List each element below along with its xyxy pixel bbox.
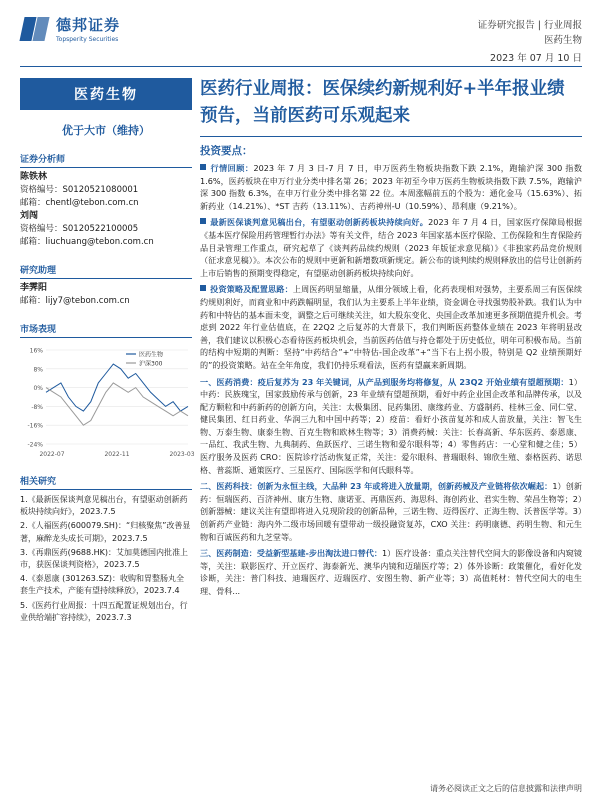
sector-badge: 医药生物 — [20, 78, 192, 110]
paragraph-lead: 行情回顾： — [210, 163, 254, 173]
chart-y-tick: 0% — [33, 385, 43, 393]
title-divider — [200, 136, 582, 137]
chart-x-tick: 2022-11 — [104, 451, 130, 458]
paragraph-consumption — [200, 376, 582, 477]
chart-y-tick: 8% — [33, 366, 43, 374]
chart-x-tick: 2023-03 — [169, 451, 195, 458]
paragraph-strategy — [200, 283, 582, 371]
related-research-item[interactable]: 1.《最新医保谈判意见稿出台，有望驱动创新药板块持续向好》，2023.7.5 — [20, 495, 188, 517]
assistant-email[interactable]: 邮箱：lijy7@tebon.com.cn — [20, 296, 130, 306]
paragraph-text: 1）中药：民族瑰宝，国家鼓励传承与创新，23 年业绩有望超预期，看好中药企业国企改革和品牌传承，以及配方颗粒和中药新药的创新方向，关注：太极集团、昆药集团、康缘药业、方盛制药、桂林三金、同仁堂、健民集团、红日药业、华润三九和中国中药等；2）疫苗：看好小孩苗复苏和成人苗放量，关注：智飞生物、万泰生物、康泰生物、百克生物和欧林生物等；3）消费药械：关注：长春高新、华东医药、泰恩康、一品红、我武生物、九典制药、鱼跃医疗、三诺生物和爱尔眼科等；4）零售药店：一心堂和健之佳；5）医疗服务及医药 CRO：医院诊疗活动恢复正常，关注：爱尔眼科、普瑞眼科、锦欣生殖、泰格医药、诺思格、普蕊斯、通策医疗、三星医疗、国际医学和何氏眼科等。 — [200, 376, 582, 475]
chart-legend-label: 沪深300 — [139, 360, 163, 368]
paragraph-text: 2023 年 7 月 3 日-7 月 7 日，申万医药生物板块指数下跌 2.1%，跑输沪深 300 指数 1.6%，医药板块在申万行业分类中排名第 26；2023 年初至今申万医药生物板块指数下跌 7.5%，跑输沪深 300 指数 6.3%，在申万行业分类中排名第 22 位。本周涨幅前五的个股为：通化金马（15.63%）、拓新药业（14.21%）、*ST 吉药（13.11%）、吉药神州-U（10.59%）、昂利康（9.21%）。 — [200, 163, 582, 211]
paragraph-lead: 一、医药消费：疫后复苏为 23 年关键词，从产品到服务均将修复，从 23Q2 开始业绩有望超预期： — [200, 376, 569, 387]
chart-legend-label: 医药生物 — [139, 351, 164, 359]
paragraph-lead: 最新医保谈判意见稿出台，有望驱动创新药板块持续向好。 — [210, 217, 429, 228]
assistant-block — [20, 282, 192, 308]
sidebar — [20, 72, 195, 624]
analyst-name: 刘闯 — [20, 211, 39, 221]
assistant-section-title: 研究助理 — [20, 263, 192, 279]
chart-series-line — [46, 383, 188, 425]
report-sector-label: 医药生物 — [543, 35, 582, 46]
paragraph-lead: 二、医药科技：创新为永恒主线，大品种 23 年或将进入放量期，创新药械及产业链将依次崛起： — [200, 481, 553, 492]
paragraph-text: 上周医药明显缩量，从细分领域上看，化药表现相对强势，主要系周三有医保续约规则利好，而商业和中药跌幅明显，我们认为主要系上半年业绩，资金调仓寻找强势股补跌。我们认为中药和中特估的基本面未变，调整之后可继续关注，如大股东变化、央国企改革加速更多预期值提升机会。考虑到 2022 年行业估值底，在 22Q2 之后复苏的大背景下，我们判断医药整体业绩在 2023 年将明显改善，我们建议以积极心态看待医药板块机会，当前医药估值与持仓都处于历史低位，明年可积极布局。当前的结构中短期的判断：坚持“中药结合”+“中特估-国企改革”+“当下右上拐小股，特别是 Q2 业绩预期好的”的投资策略。站在全年角度，我们仍持乐观看法，医药有望赢来新周期。 — [200, 284, 582, 370]
chart-y-tick: -8% — [31, 403, 43, 411]
paragraph-lead: 投资策略及配置思路： — [210, 284, 293, 295]
analyst-email[interactable]: 邮箱：liuchuang@tebon.com.cn — [20, 237, 154, 247]
assistant-name: 李霁阳 — [20, 283, 48, 293]
logo-name-en: Topsperity Securities — [56, 36, 119, 43]
related-research-item[interactable]: 4.《泰恩康 (301263.SZ)：收购和胃整肠丸全套生产技术，产能有望持续释放》，2023.7.4 — [20, 574, 185, 596]
related-research-title: 相关研究 — [20, 474, 192, 490]
analyst-email[interactable]: 邮箱：chentl@tebon.com.cn — [20, 198, 139, 208]
related-research-item[interactable]: 2.《人福医药(600079.SH)：“归核聚焦”改善显著，麻醉龙头成长可期》，2023.7.5 — [20, 521, 191, 543]
page-header — [0, 0, 600, 75]
paragraph-technology — [200, 480, 582, 543]
header-divider — [20, 66, 582, 67]
related-research-list — [20, 494, 192, 624]
chart-x-tick: 2022-07 — [39, 451, 65, 458]
logo-icon — [22, 15, 50, 43]
related-research-item[interactable]: 5.《医药行业周报：十四五配置证规划出台，行业供给端扩容持续》，2023.7.3 — [20, 600, 188, 622]
key-points-title: 投资要点： — [200, 145, 253, 157]
report-title: 医药行业周报：医保续约新规利好+半年报业绩预告，当前医药可乐观起来 — [200, 79, 565, 126]
market-section-title: 市场表现 — [20, 322, 192, 338]
chart-y-tick: -16% — [27, 422, 43, 430]
bullet-icon — [200, 164, 206, 170]
market-performance-chart — [20, 342, 195, 460]
paragraph-text: 1）医疗设备：重点关注替代空间大的影像设备和内窥镜等，关注：联影医疗、开立医疗、海泰新光、澳华内镜和迈瑞医疗等；2）体外诊断：政策催化，看好化发诊断，关注：普门科技、迪瑞医疗、迈瑞医疗、安图生物、新产业等；3）高值耗材：替代空间大的电生理、骨科... — [200, 548, 582, 596]
analyst-section-title: 证券分析师 — [20, 152, 192, 168]
bullet-icon — [200, 285, 206, 291]
paragraph-text: 2023 年 7 月 4 日，国家医疗保障局根据《基本医疗保险用药管理暂行办法》等有关文件，结合 2023 年国家基本医疗保险、工伤保险和生育保险药品目录管理工作重点，研究起草了《谈判药品续约规则（2023 年版征求意见稿）》《非独家药品竞价规则（征求意见稿）》。本次公布的规则中更新和新增数项新规定。新公布的谈判续约规则释放出的信号让创新药上市后销售的预期变得稳定，有望驱动创新药板块持续向好。 — [200, 217, 582, 278]
paragraph-text: 1）创新药：恒瑞医药、百济神州、康方生物、康诺亚、再鼎医药、海思科、海创药业、君实生物、荣昌生物等；2）创新器械：建议关注有望即将进入兑现阶段的创新品种，三诺生物、迈得医疗、正海生物、沃普医学等。3）创新药产业链：海内外二级市场回暖有望带动一级投融资复苏，CXO 关注：药明康德、药明生物、和元生物和百诚医药和九芝堂等。 — [200, 481, 582, 542]
analyst-cert: 资格编号：S0120521080001 — [20, 185, 139, 195]
bullet-icon — [200, 218, 206, 224]
paragraph-manufacturing — [200, 547, 582, 597]
report-type-label: 证券研究报告 | 行业周报 — [477, 20, 582, 31]
brand-logo — [22, 14, 120, 43]
legal-disclaimer: 请务必阅读正文之后的信息披露和法律声明 — [430, 784, 582, 793]
report-date: 2023 年 07 月 10 日 — [490, 53, 582, 64]
paragraph-insurance — [200, 216, 582, 279]
related-research-item[interactable]: 3.《再鼎医药(9688.HK)：艾加莫德国内批准上市，获医保谈判资格》，2023.7.5 — [20, 547, 189, 570]
main-content — [200, 72, 582, 598]
analyst-block-1 — [20, 171, 192, 249]
paragraph-market-review — [200, 162, 582, 212]
chart-y-tick: 16% — [29, 347, 43, 355]
industry-rating: 优于大市（维持） — [62, 124, 150, 137]
report-type — [478, 18, 582, 48]
analyst-name: 陈铁林 — [20, 172, 48, 182]
analyst-cert: 资格编号：S0120522100005 — [20, 224, 139, 234]
logo-name-cn: 德邦证券 — [56, 16, 121, 34]
market-chart-svg — [20, 342, 195, 460]
paragraph-lead: 三、医药制造：受益新型基建-步出淘汰进口替代： — [200, 548, 382, 559]
chart-y-tick: -24% — [27, 441, 43, 449]
